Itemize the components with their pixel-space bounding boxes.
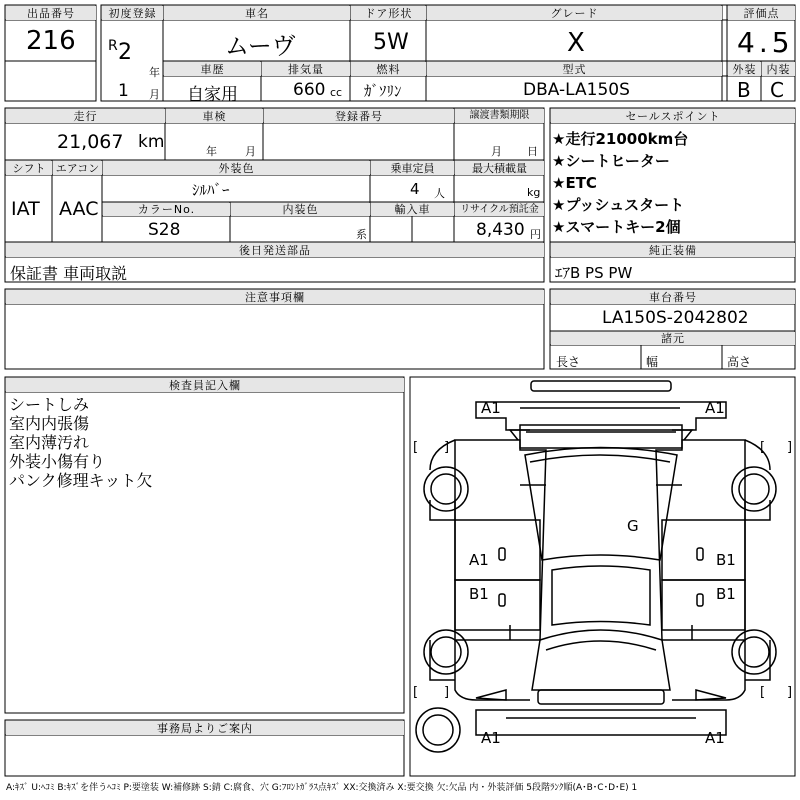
model-value: DBA-LA150S xyxy=(523,80,630,100)
selling-point-item: ★スマートキー2個 xyxy=(552,218,681,236)
color-value: ｼﾙﾊﾞｰ xyxy=(192,181,230,199)
interior-value: C xyxy=(770,78,784,102)
load-unit: kg xyxy=(527,186,541,199)
reg-no-label: 登録番号 xyxy=(264,109,454,123)
recycle-value: 8,430 xyxy=(476,220,525,240)
selling-points-list xyxy=(552,128,688,238)
mark-rear-right: A1 xyxy=(705,729,725,747)
model-label: 型式 xyxy=(427,62,722,76)
ac-value: AAC xyxy=(59,198,99,220)
selling-point-item: ★ETC xyxy=(552,174,597,192)
equipment-value: ｴｱB PS PW xyxy=(555,264,633,282)
capacity-unit: 人 xyxy=(434,187,445,200)
transfer-label: 譲渡書類期限 xyxy=(455,109,544,123)
interior-label: 内装 xyxy=(762,62,795,76)
inspector-notes xyxy=(9,395,152,490)
mark-right-rear-door: B1 xyxy=(716,585,736,603)
load-label: 最大積載量 xyxy=(455,161,544,175)
displacement-label: 排気量 xyxy=(262,62,350,76)
int-color-unit: 系 xyxy=(356,228,367,241)
bracket-open-front-right: [ xyxy=(760,440,766,455)
mark-left-front-door: A1 xyxy=(469,551,489,569)
history-value: 自家用 xyxy=(187,85,238,105)
fuel-label: 燃料 xyxy=(351,62,426,76)
capacity-label: 乗車定員 xyxy=(371,161,454,175)
mileage-unit: km xyxy=(138,132,165,152)
mark-front-right: A1 xyxy=(705,399,725,417)
later-parts-value: 保証書 車両取説 xyxy=(10,264,128,283)
bracket-close-front: ] xyxy=(444,440,450,455)
mark-front-left: A1 xyxy=(481,399,501,417)
bracket-close-rear: ] xyxy=(444,685,450,700)
transfer-month-unit: 月 xyxy=(491,145,502,158)
history-label: 車歴 xyxy=(164,62,261,76)
equipment-label: 純正装備 xyxy=(551,243,795,257)
later-parts-label: 後日発送部品 xyxy=(6,243,544,257)
lot-no-label: 出品番号 xyxy=(6,6,96,20)
legend-text: A:ｷｽﾞ U:ﾍｺﾐ B:ｷｽﾞを伴うﾍｺﾐ P:要塗装 W:補修跡 S:錆 C:腐食、穴 G:ﾌﾛﾝﾄｶﾞﾗｽ点ｷｽﾞ XX:交換済み X:要交換 欠:欠品 内・外装評価 5段階ﾗﾝｸ順(A･B･C･D･E) 1 xyxy=(6,783,638,793)
mileage-value: 21,067 xyxy=(57,131,124,153)
displacement-value: 660 xyxy=(293,80,326,100)
mileage-label: 走行 xyxy=(6,109,165,123)
color-no-value: S28 xyxy=(148,220,181,240)
import-label: 輸入車 xyxy=(371,203,454,216)
month-unit: 月 xyxy=(149,88,160,101)
transfer-day-unit: 日 xyxy=(527,145,538,158)
length-label: 長さ xyxy=(556,355,581,369)
lot-no-value: 216 xyxy=(26,26,76,56)
displacement-unit: cc xyxy=(330,86,343,99)
bracket-open-rear-right: [ xyxy=(760,685,766,700)
car-name-label: 車名 xyxy=(164,6,350,20)
bracket-open-front: [ xyxy=(413,440,419,455)
inspector-note-item: 室内薄汚れ xyxy=(9,433,90,452)
inspection-year-unit: 年 xyxy=(206,145,217,158)
dims-label: 諸元 xyxy=(551,332,795,345)
exterior-label: 外装 xyxy=(728,62,761,76)
inspector-note-item: 室内内張傷 xyxy=(9,414,90,433)
recycle-label: リサイクル預託金 xyxy=(455,203,544,216)
fuel-value: ｶﾞｿﾘﾝ xyxy=(364,82,402,100)
year-unit: 年 xyxy=(149,66,160,79)
chassis-value: LA150S-2042802 xyxy=(602,308,749,328)
year-value: 2 xyxy=(118,40,132,65)
bracket-open-rear: [ xyxy=(413,685,419,700)
inspector-note-item: パンク修理キット欠 xyxy=(9,471,153,490)
score-value: 4.5 xyxy=(737,26,794,59)
inspection-month-unit: 月 xyxy=(245,145,256,158)
mark-glass: G xyxy=(627,517,639,535)
door-label: ドア形状 xyxy=(351,6,426,20)
era-value: R xyxy=(108,38,118,54)
mark-right-front-door: B1 xyxy=(716,551,736,569)
bracket-close-front-right: ] xyxy=(787,440,793,455)
recycle-unit: 円 xyxy=(530,228,541,241)
height-label: 高さ xyxy=(727,355,752,369)
notes-label: 注意事項欄 xyxy=(6,290,544,304)
bracket-close-rear-right: ] xyxy=(787,685,793,700)
ac-label: エアコン xyxy=(53,161,102,175)
selling-points-label: セールスポイント xyxy=(551,109,795,123)
car-name-value: ムーヴ xyxy=(225,32,296,60)
shift-label: シフト xyxy=(6,161,52,175)
capacity-value: 4 xyxy=(410,180,420,198)
door-value: 5W xyxy=(373,30,409,55)
selling-point-item: ★プッシュスタート xyxy=(552,196,685,214)
first-reg-label: 初度登録 xyxy=(102,6,163,20)
grade-value: X xyxy=(567,28,585,58)
chassis-label: 車台番号 xyxy=(551,290,795,304)
inspector-note-item: 外装小傷有り xyxy=(9,452,106,471)
width-label: 幅 xyxy=(646,355,659,369)
selling-point-item: ★走行21000km台 xyxy=(552,130,689,148)
office-label: 事務局よりご案内 xyxy=(6,721,404,735)
mark-left-rear-door: B1 xyxy=(469,585,489,603)
inspector-label: 検査員記入欄 xyxy=(6,378,404,392)
month-value: 1 xyxy=(118,81,129,101)
inspector-note-item: シートしみ xyxy=(9,395,90,414)
shift-value: IAT xyxy=(11,198,40,220)
mark-rear-left: A1 xyxy=(481,729,501,747)
inspection-label: 車検 xyxy=(166,109,263,123)
color-label: 外装色 xyxy=(103,161,370,175)
score-label: 評価点 xyxy=(728,6,795,20)
int-color-label: 内装色 xyxy=(231,203,370,216)
selling-point-item: ★シートヒーター xyxy=(552,152,670,170)
exterior-value: B xyxy=(737,78,751,102)
grade-label: グレード xyxy=(427,6,722,20)
color-no-label: カラーNo. xyxy=(103,203,230,216)
